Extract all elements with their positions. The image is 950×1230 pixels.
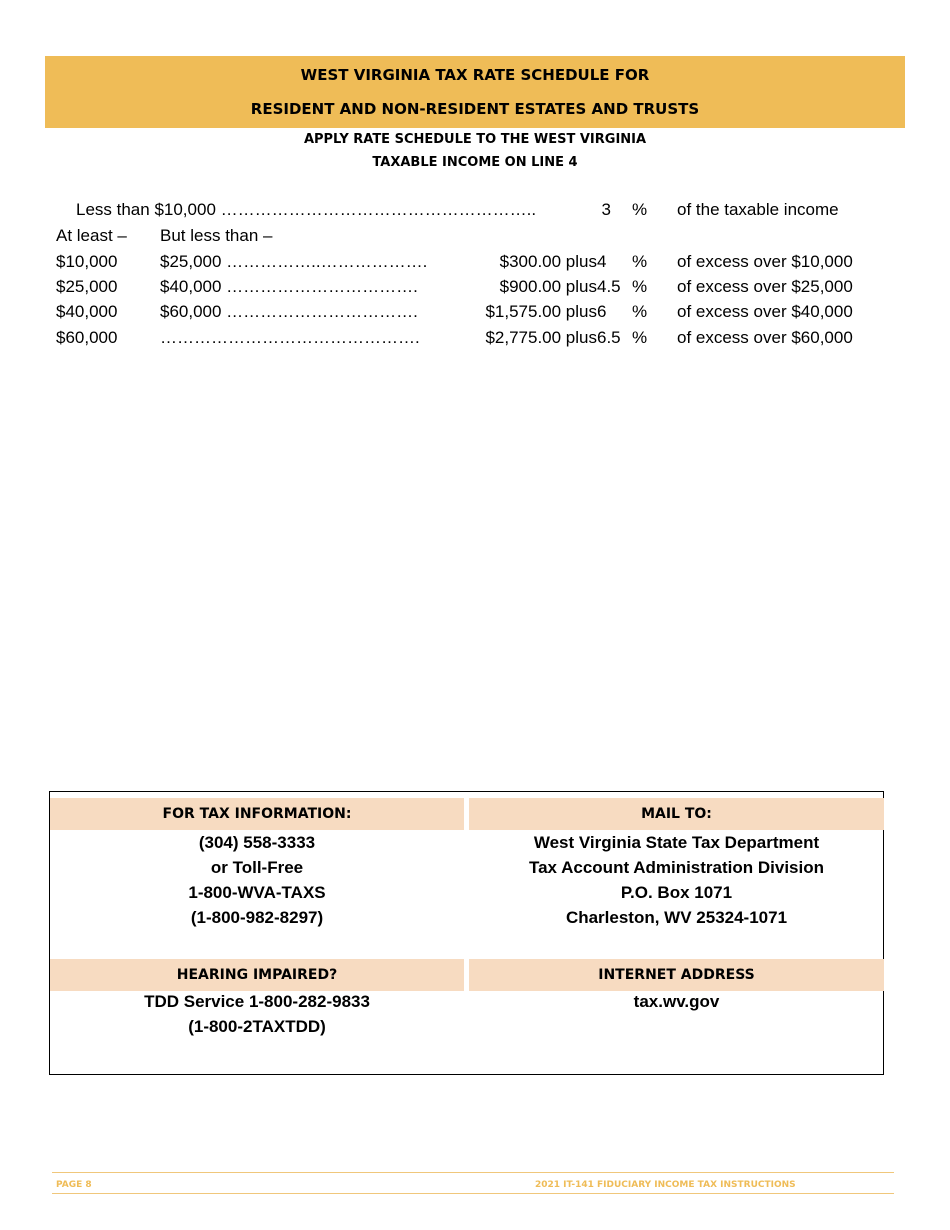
mail-to-city: Charleston, WV 25324-1071 <box>565 908 788 927</box>
internet-address-heading: INTERNET ADDRESS <box>469 959 884 991</box>
page-number: PAGE 8 <box>56 1180 92 1190</box>
row-percent: % <box>632 302 648 321</box>
row-but-less-than: $25,000 ……………..………………. <box>160 252 428 271</box>
website-link[interactable]: tax.wv.gov <box>633 992 720 1011</box>
contact-info-box <box>49 791 884 1075</box>
row-rate: 6 <box>597 302 607 321</box>
row-but-less-than: $40,000 ……………………………. <box>160 277 418 296</box>
row-amount: $900.00 plus <box>499 277 597 296</box>
tax-info-phone: (304) 558-3333 <box>198 833 316 852</box>
first-row-rate: 3 <box>601 200 611 219</box>
row-description: of excess over $40,000 <box>677 302 853 321</box>
title-line-2: RESIDENT AND NON-RESIDENT ESTATES AND TRUSTS <box>250 100 700 118</box>
row-amount: $300.00 plus <box>499 252 597 271</box>
row-at-least: $10,000 <box>56 252 118 271</box>
first-row-label: Less than $10,000 ……………………………………………….. <box>76 200 537 219</box>
document-title: 2021 IT-141 FIDUCIARY INCOME TAX INSTRUCTIONS <box>535 1180 796 1190</box>
mail-to-division: Tax Account Administration Division <box>528 858 824 877</box>
row-amount: $2,775.00 plus <box>485 328 597 347</box>
title-line-1: WEST VIRGINIA TAX RATE SCHEDULE FOR <box>300 66 650 84</box>
tax-info-toll-free: or Toll-Free <box>210 858 304 877</box>
first-row-percent: % <box>632 200 648 219</box>
row-rate: 4.5 <box>597 277 621 296</box>
hearing-impaired-heading: HEARING IMPAIRED? <box>50 959 464 991</box>
subtitle-line-2: TAXABLE INCOME ON LINE 4 <box>372 155 578 170</box>
subtitle-line-1: APPLY RATE SCHEDULE TO THE WEST VIRGINIA <box>303 132 647 147</box>
row-at-least: $40,000 <box>56 302 118 321</box>
mail-to-department: West Virginia State Tax Department <box>533 833 820 852</box>
first-row-description: of the taxable income <box>677 200 839 219</box>
row-amount: $1,575.00 plus <box>485 302 597 321</box>
tax-info-numeric-number: (1-800-982-8297) <box>190 908 324 927</box>
title-banner <box>45 56 905 128</box>
row-at-least: $25,000 <box>56 277 118 296</box>
tax-info-heading: FOR TAX INFORMATION: <box>50 798 464 830</box>
col-header-at-least: At least – <box>56 226 127 245</box>
mail-to-po-box: P.O. Box 1071 <box>620 883 733 902</box>
row-but-less-than: $60,000 ……………………………. <box>160 302 418 321</box>
row-but-less-than: ………………………………………. <box>160 328 420 347</box>
row-description: of excess over $10,000 <box>677 252 853 271</box>
col-header-but-less-than: But less than – <box>160 226 273 245</box>
footer-rule-bottom <box>52 1193 894 1194</box>
tdd-service: TDD Service 1-800-282-9833 <box>144 992 370 1011</box>
row-description: of excess over $60,000 <box>677 328 853 347</box>
row-description: of excess over $25,000 <box>677 277 853 296</box>
tdd-vanity-number: (1-800-2TAXTDD) <box>188 1017 326 1036</box>
mail-to-heading: MAIL TO: <box>469 798 884 830</box>
row-rate: 4 <box>597 252 607 271</box>
row-percent: % <box>632 277 648 296</box>
row-rate: 6.5 <box>597 328 621 347</box>
tax-info-vanity-number: 1-800-WVA-TAXS <box>188 883 326 902</box>
row-at-least: $60,000 <box>56 328 118 347</box>
row-percent: % <box>632 328 648 347</box>
row-percent: % <box>632 252 648 271</box>
footer-rule-top <box>52 1172 894 1173</box>
